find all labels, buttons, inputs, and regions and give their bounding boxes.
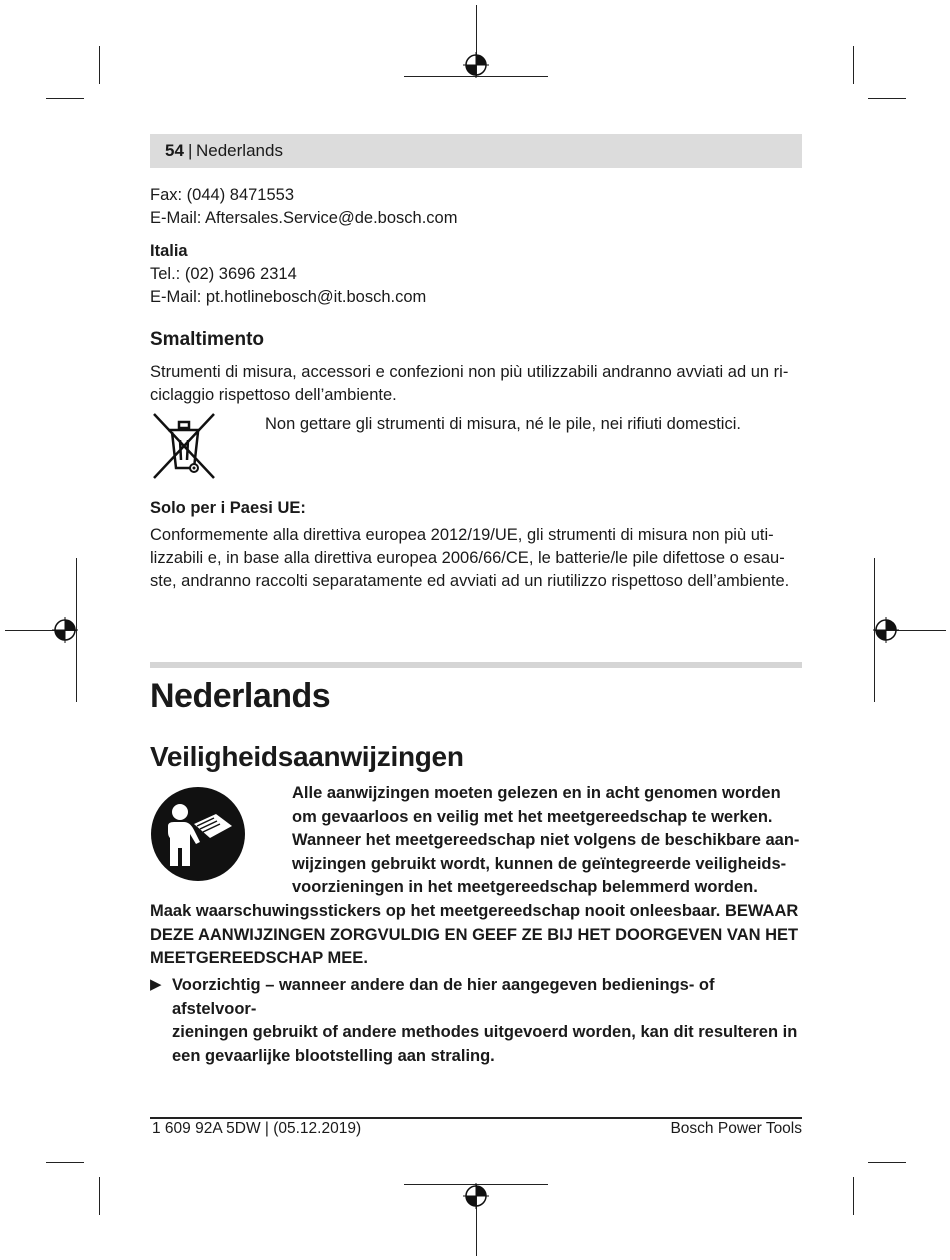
safety-warning bbox=[150, 900, 802, 971]
contact-italia bbox=[150, 240, 802, 309]
header-language: Nederlands bbox=[196, 141, 283, 160]
intro-line: Alle aanwijzingen moeten gelezen en in acht genomen worden bbox=[292, 784, 781, 802]
bullet-line: een gevaarlijke blootstelling aan straling. bbox=[172, 1046, 495, 1065]
crop-mark bbox=[853, 1177, 854, 1215]
disposal-text bbox=[150, 361, 802, 407]
page-number: 54 bbox=[165, 141, 184, 160]
eu-line: ste, andranno raccolti separatamente ed avviati ad un riutilizzo rispettoso dell’ambiente. bbox=[150, 572, 790, 590]
header-separator: | bbox=[188, 141, 193, 160]
country-heading: Italia bbox=[150, 242, 188, 260]
crop-mark bbox=[99, 1177, 100, 1215]
page-header bbox=[150, 134, 802, 168]
registration-target-icon bbox=[52, 617, 78, 643]
intro-line: om gevaarloos en veilig met het meetgereedschap te werken. bbox=[292, 807, 773, 826]
crossed-bin-icon bbox=[150, 410, 218, 482]
bullet-line: zieningen gebruikt of andere methodes uitgevoerd worden, kan dit resulteren in bbox=[172, 1023, 798, 1042]
crop-mark bbox=[46, 98, 84, 99]
disposal-heading: Smaltimento bbox=[150, 329, 265, 350]
crop-mark bbox=[868, 1162, 906, 1163]
disposal-line: Strumenti di misura, accessori e confezioni non più utilizzabili andranno avviati ad un ri- bbox=[150, 363, 789, 381]
email-line: E-Mail: pt.hotlinebosch@it.bosch.com bbox=[150, 288, 427, 306]
bullet-arrow-icon: ▶ bbox=[150, 976, 162, 993]
intro-line: voorzieningen in het meetgereedschap belemmerd worden. bbox=[292, 878, 758, 897]
eu-line: Conformemente alla direttiva europea 2012/19/UE, gli strumenti di misura non più uti- bbox=[150, 526, 774, 544]
contact-block bbox=[150, 184, 802, 230]
tel-line: Tel.: (02) 3696 2314 bbox=[150, 265, 297, 283]
crop-mark bbox=[868, 98, 906, 99]
safety-bullet bbox=[172, 974, 802, 1068]
fax-line: Fax: (044) 8471553 bbox=[150, 186, 295, 204]
intro-line: Wanneer het meetgereedschap niet volgens de beschikbare aan- bbox=[292, 831, 800, 850]
crop-mark bbox=[46, 1162, 84, 1163]
section-title: Nederlands bbox=[150, 677, 331, 715]
registration-target-icon bbox=[463, 1183, 489, 1209]
crop-mark bbox=[99, 46, 100, 84]
eu-heading: Solo per i Paesi UE: bbox=[150, 499, 306, 517]
registration-target-icon bbox=[463, 52, 489, 78]
intro-line: wijzingen gebruikt wordt, kunnen de geïntegreerde veiligheids- bbox=[292, 854, 787, 873]
footer-doc-id: 1 609 92A 5DW | (05.12.2019) bbox=[152, 1120, 362, 1137]
warning-line: MEETGEREEDSCHAP MEE. bbox=[150, 949, 368, 968]
warning-line: DEZE AANWIJZINGEN ZORGVULDIG EN GEEF ZE BIJ HET DOORGEVEN VAN HET bbox=[150, 925, 799, 944]
read-manual-icon bbox=[150, 786, 246, 882]
bin-note: Non gettare gli strumenti di misura, né le pile, nei rifiuti domestici. bbox=[265, 415, 741, 433]
email-line: E-Mail: Aftersales.Service@de.bosch.com bbox=[150, 209, 458, 227]
warning-line: Maak waarschuwingsstickers op het meetgereedschap nooit onleesbaar. BEWAAR bbox=[150, 902, 799, 920]
footer-rule bbox=[150, 1117, 802, 1119]
crop-mark bbox=[853, 46, 854, 84]
bullet-line: Voorzichtig – wanneer andere dan de hier aangegeven bedienings- of afstelvoor- bbox=[172, 976, 715, 1018]
registration-target-icon bbox=[873, 617, 899, 643]
eu-line: lizzabili e, in base alla direttiva europea 2006/66/CE, le batterie/le pile difettose o esau- bbox=[150, 549, 785, 567]
eu-text bbox=[150, 524, 802, 593]
section-divider bbox=[150, 662, 802, 668]
disposal-line: ciclaggio rispettoso dell’ambiente. bbox=[150, 386, 397, 404]
safety-heading: Veiligheidsaanwijzingen bbox=[150, 741, 464, 772]
footer-brand: Bosch Power Tools bbox=[670, 1120, 802, 1137]
safety-intro bbox=[292, 782, 802, 900]
